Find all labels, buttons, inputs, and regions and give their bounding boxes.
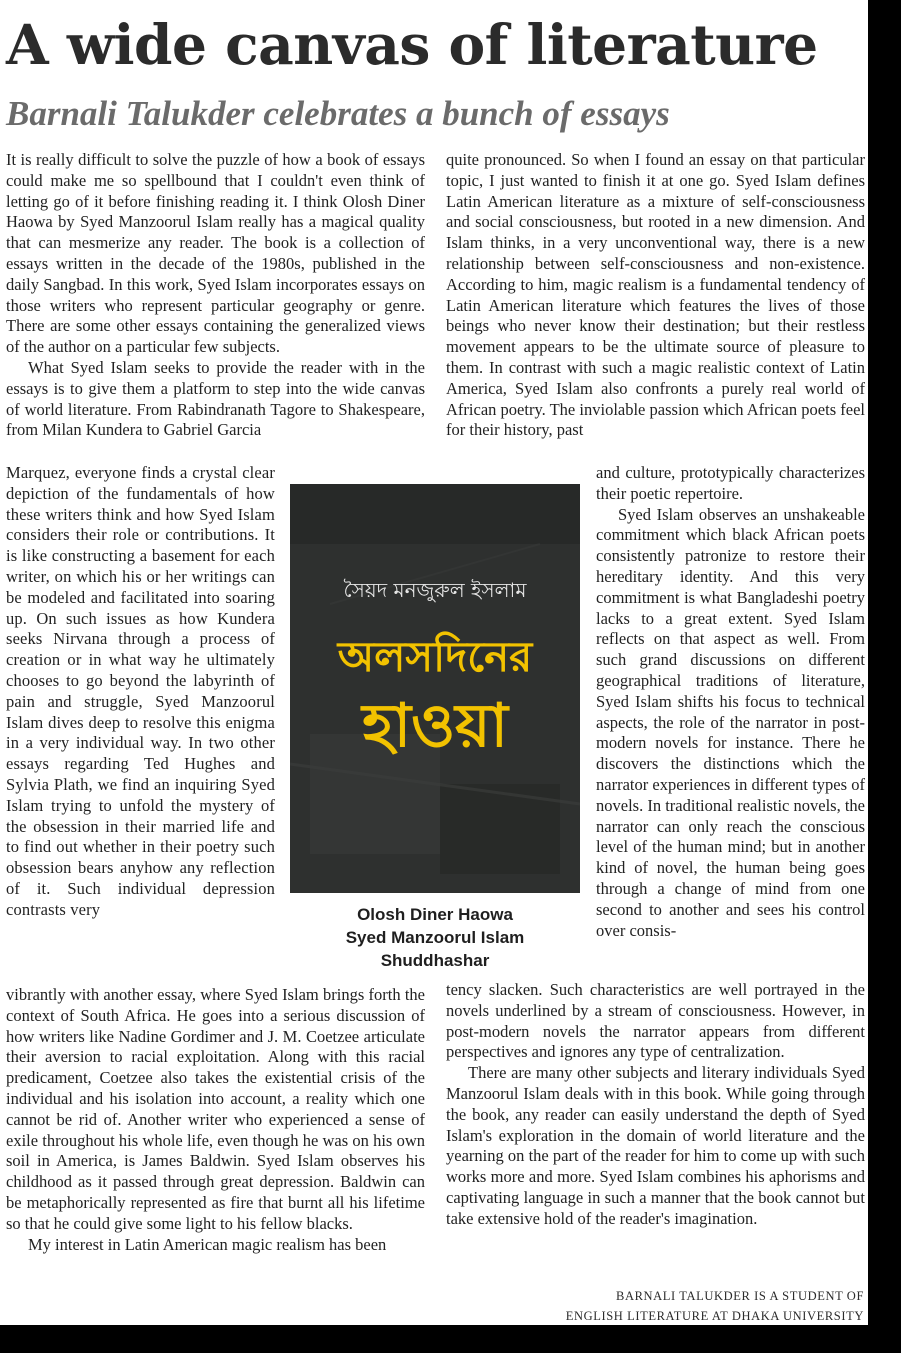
paragraph: It is really difficult to solve the puzzle of how a book of essays could make me so spellbound that I couldn't even think of letting go of it before finishing reading it. I think Olosh Diner Haowa by Syed Manzoorul Islam really has a magical quality that can mesmerize any reader. The book is a collection of essays written in the decade of the 1980s, published in the daily Sangbad. In this work, Syed Islam incorporates essays on those writers who represent particular geography or genre. There are some other essays containing the generalized views of the author on a particular few subjects. — [6, 150, 425, 357]
paragraph: Syed Islam observes an unshakeable commitment which black African poets consistently patronize to restore their hereditary identity. And this very commitment is what Bangladeshi poetry lacks to a great extent. Syed Islam reflects on that aspect as well. From such grand discussions on different geographical traditions of literature, Syed Islam shifts his focus to technical aspects, the role of the narrator in post-modern novels for instance. There he discovers the distinctions which the narrator experiences in different types of novels. In traditional realistic novels, the narrator can only reach the conscious level of the human mind; but in another kind of novel, the human being goes through a change of mind from one second to another and sees his control over consis- — [596, 504, 865, 940]
book-cover-image — [290, 484, 580, 893]
column-1-top — [6, 150, 425, 441]
cover-title-line-2: হাওয়া — [362, 691, 508, 761]
byline-line-1: BARNALI TALUKDER IS A STUDENT OF — [616, 1289, 864, 1303]
author-byline — [566, 1286, 864, 1325]
column-2-top — [446, 150, 865, 441]
paragraph: What Syed Islam seeks to provide the reader with in the essays is to give them a platform to step into the wide canvas of world literature. From Rabindranath Tagore to Shakespeare, from Milan Kundera to Gabriel Garcia — [6, 357, 425, 440]
caption-book-title: Olosh Diner Haowa — [357, 905, 513, 924]
column-2-wrap-text — [596, 463, 865, 941]
paragraph: There are many other subjects and literary individuals Syed Manzoorul Islam deals with in this book. While going through the book, any reader can easily understand the depth of Syed Islam's exploration in the domain of world literature and the yearning on the part of the reader for him to come up with such works more and more. Syed Islam combines his aphorisms and captivating language in such a manner that the book cannot but take extensive hold of the reader's imagination. — [446, 1063, 865, 1228]
column-1-bottom — [6, 985, 425, 1255]
paragraph: quite pronounced. So when I found an essay on that particular topic, I just wanted to finish it at one go. Syed Islam defines Latin American literature as a mixture of self-consciousness and social consciousness, but rooted in a new dimension. And Islam thinks, in a very unconventional way, there is a new relationship between self-consciousness and non-existence. According to him, magic realism is a fundamental tendency of Latin American literature which features the lives of those beings who never know their destination; but their restless movement appears to be the ultimate source of pleasure to them. In contrast with such a magic realistic context of Latin America, Syed Islam also confronts a purely real world of African poetry. The inviolable passion which African poets feel for their history, past — [446, 150, 865, 440]
article-title: A wide canvas of literature — [6, 12, 818, 77]
paragraph: tency slacken. Such characteristics are well portrayed in the novels underlined by a stream of consciousness. However, in post-modern novels the narrator appears from different perspectives and ignores any type of centralization. — [446, 980, 865, 1062]
paragraph: Marquez, everyone finds a crystal clear depiction of the fundamentals of how these writers think and how Syed Islam considers their role or contributions. It is like constructing a basement for each writer, on which his or her writings can be modeled and facilitated into soaring up. On such issues as how Kundera seeks Nirvana through a process of creation or in what way he ultimately chooses to go beyond the labyrinth of pain and struggle, Syed Manzoorul Islam dives deep to resolve this enigma in a very individual way. In two other essays regarding Ted Hughes and Sylvia Plath, we find an inquiring Syed Islam trying to unfold the mystery of the obsession in their married life and to find out whether in their poetry such obsession bears anyhow any reflection of it. Such individual depression contrasts very — [6, 463, 275, 919]
paragraph: vibrantly with another essay, where Syed Islam brings forth the context of South Africa. He goes into a serious discussion of how writers like Nadine Gordimer and J. M. Coetzee articulate their aversion to racial exploitation. Along with this racial predicament, Coetzee also takes the existential crisis of the individual and his isolation into account, a reality which one cannot be rid of. Another writer who experienced a sense of exile throughout his whole life, even though he was on his own soil in America, is James Baldwin. Syed Islam observes his childhood as it passed through great depression. Baldwin can be metaphorically represented as fire that burnt all his lifetime so that he could give some light to his fellow blacks. — [6, 985, 425, 1233]
column-1-wrap-text — [6, 463, 275, 921]
cover-author-text: সৈয়দ মনজুরুল ইসলাম — [343, 578, 527, 602]
image-caption — [305, 903, 565, 972]
column-2-bottom — [446, 980, 865, 1230]
paragraph: and culture, prototypically characterizes their poetic repertoire. — [596, 463, 865, 503]
paragraph: My interest in Latin American magic realism has been — [28, 1234, 387, 1254]
caption-publisher: Shuddhashar — [380, 951, 490, 970]
caption-author: Syed Manzoorul Islam — [345, 928, 525, 947]
article-subtitle: Barnali Talukder celebrates a bunch of essays — [6, 94, 670, 133]
byline-line-2: ENGLISH LITERATURE AT DHAKA UNIVERSITY — [565, 1309, 864, 1323]
cover-title-line-1: অলসদিনের — [337, 632, 533, 681]
